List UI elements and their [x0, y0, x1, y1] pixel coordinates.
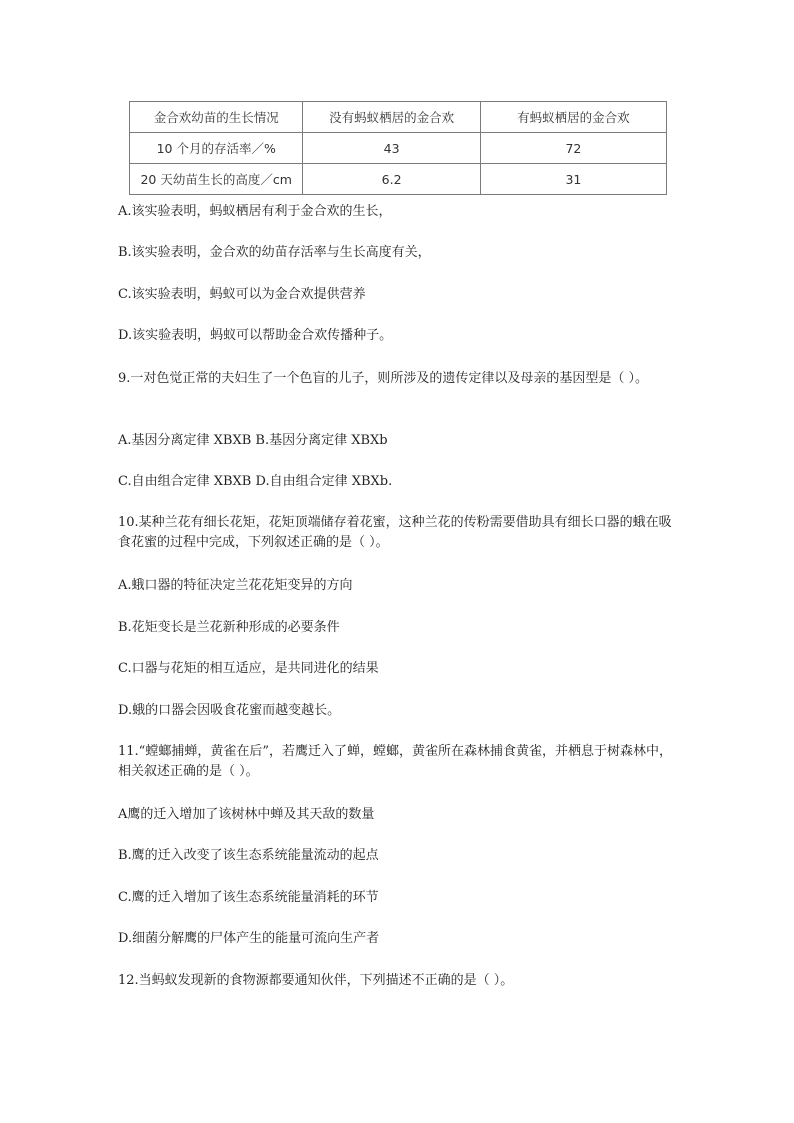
table-cell: 72 [480, 133, 666, 164]
question-9: 9.一对色觉正常的夫妇生了一个色盲的儿子，则所涉及的遗传定律以及母亲的基因型是（ ）。 [118, 371, 649, 386]
option-d-q8: D.该实验表明，蚂蚁可以帮助金合欢传播种子。 [118, 328, 393, 343]
table-cell: 31 [480, 164, 666, 195]
results-table [129, 101, 667, 195]
table-header-cell: 有蚂蚁栖居的金合欢 [480, 102, 666, 133]
option-b-q8: B.该实验表明，金合欢的幼苗存活率与生长高度有关， [118, 245, 431, 260]
option-d-q10: D.蛾的口器会因吸食花蜜而越变越长。 [118, 703, 341, 718]
option-a-q10: A.蛾口器的特征决定兰花花矩变异的方向 [118, 578, 353, 593]
options-ab-q9: A.基因分离定律 XBXB B.基因分离定律 XBXb [118, 433, 388, 448]
option-a-q8: A.该实验表明，蚂蚁栖居有利于金合欢的生长， [118, 204, 392, 219]
option-a-q11: A鹰的迁入增加了该树林中蝉及其天敌的数量 [118, 807, 375, 822]
question-10: 10.某种兰花有细长花矩，花矩顶端储存着花蜜，这种兰花的传粉需要借助具有细长口器的蛾在吸食花蜜的过程中完成，下列叙述正确的是（ ）。 [118, 515, 672, 550]
option-c-q11: C.鹰的迁入增加了该生态系统能量消耗的环节 [118, 890, 379, 905]
table-header-row [130, 102, 667, 133]
table-row [130, 164, 667, 195]
table-cell: 10 个月的存活率／% [130, 133, 303, 164]
option-b-q11: B.鹰的迁入改变了该生态系统能量流动的起点 [118, 848, 379, 863]
table-row [130, 133, 667, 164]
option-b-q10: B.花矩变长是兰花新种形成的必要条件 [118, 620, 340, 635]
question-12: 12.当蚂蚁发现新的食物源都要通知伙伴，下列描述不正确的是（ ）。 [118, 973, 514, 988]
table-cell: 6.2 [303, 164, 480, 195]
option-c-q8: C.该实验表明，蚂蚁可以为金合欢提供营养 [118, 287, 366, 302]
table-cell: 20 天幼苗生长的高度／cm [130, 164, 303, 195]
table-header-cell: 金合欢幼苗的生长情况 [130, 102, 303, 133]
option-c-q10: C.口器与花矩的相互适应，是共同进化的结果 [118, 661, 379, 676]
options-cd-q9: C.自由组合定律 XBXB D.自由组合定律 XBXb. [118, 474, 393, 489]
option-d-q11: D.细菌分解鹰的尸体产生的能量可流向生产者 [118, 931, 380, 946]
question-11: 11.“螳螂捕蝉，黄雀在后”，若鹰迁入了蝉，螳螂，黄雀所在森林捕食黄雀，并栖息于树森林中，相关叙述正确的是（ ）。 [118, 744, 672, 779]
table-cell: 43 [303, 133, 480, 164]
table-header-cell: 没有蚂蚁栖居的金合欢 [303, 102, 480, 133]
